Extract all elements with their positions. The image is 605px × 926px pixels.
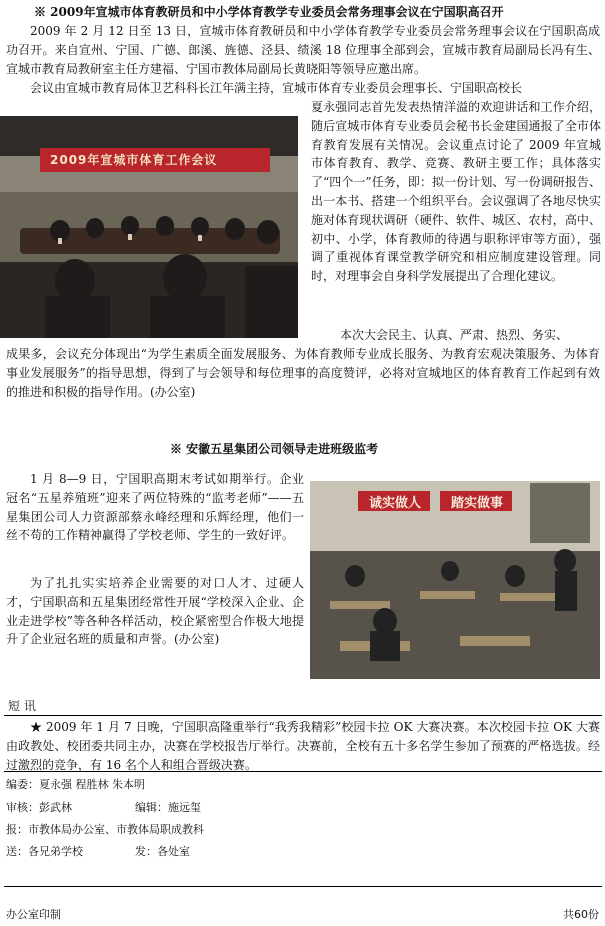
article1-paragraph-2-tail: 本次大会民主、认真、严肃、热烈、务实、 — [340, 328, 569, 342]
exam-photo — [310, 481, 600, 679]
news-bottom-rule — [4, 771, 602, 772]
meeting-photo-illustration — [0, 116, 298, 338]
editorial-report-to: 报：市教体局办公室、市教体局职成教科 — [6, 823, 204, 836]
article1-paragraph-2-body: 夏永强同志首先发表热情洋溢的欢迎讲话和工作介绍，随后宣城市体育专业委员会秘书长金建国通报了全市体育教育发展有关情况。会议重点讨论了 2009 年宣城市体育教育、教学、竞赛、教研主要工作；具体落实了“四个一”任务，即：拟一份计划、写一份调研报告、出一本书、搭建一个组织平台。会议强调了各地尽快实施对体育现状调研（硬件、软件、城区、农村，高中、初中、小学，体育教师的待遇与职称评审等方面），强调了重视体育课堂教学研究和相应制度建设管理。同时，对理事会自身科学发展提出了合理化建议。 — [311, 100, 601, 284]
footer-printer: 办公室印制 — [6, 908, 61, 921]
article2-paragraph-1: 1 月 8—9 日，宁国职高期末考试如期举行。企业冠名“五星养殖班”迎来了两位特殊的“监考老师”——五星集团公司人力资源部蔡永峰经理和乐辉经理，他们一丝不苟的工作精神赢得了学校老师、学生的一致好评。 — [6, 472, 304, 543]
article1-paragraph-3: 成果多，会议充分体现出“为学生素质全面发展服务、为体育教师专业成长服务、为教育宏观决策服务、为体育事业发展服务”的指导思想，得到了与会领导和每位理事的高度赞评，必将对宣城地区的体育教育工作起到有效的推进和积极的指导作用。(办公室) — [6, 347, 600, 399]
editorial-issue-to: 发：各处室 — [135, 845, 190, 858]
article1-paragraph-2-lead: 会议由宣城市教育局体卫艺科科长江年满主持，宣城市体育专业委员会理事长、宁国职高校长 — [30, 81, 523, 95]
editorial-reviewer: 审核：彭武林 — [6, 801, 72, 814]
footer-rule — [4, 886, 602, 887]
meeting-photo — [0, 116, 298, 338]
article2-title: ※ 安徽五星集团公司领导走进班级监考 — [170, 442, 379, 456]
footer-copies: 共60份 — [563, 908, 599, 921]
article1-title: ※ 2009年宣城市体育教研员和中小学体育教学专业委员会常务理事会议在宁国职高召开 — [34, 5, 504, 19]
exam-slogan-right: 踏实做事 — [450, 496, 503, 511]
news-top-rule — [4, 715, 602, 716]
editorial-editor: 编辑：施远玺 — [135, 801, 201, 814]
news-item: ★ 2009 年 1 月 7 日晚，宁国职高隆重举行“我秀我精彩”校园卡拉 OK 大赛决赛。本次校园卡拉 OK 大赛由政教处、校团委共同主办，决赛在学校报告厅举行。决赛前，全校有五十多名学生参加了预赛的严格选拔。经过激烈的竞争，有 16 名个人和组合晋级决赛。 — [6, 720, 600, 772]
article1-paragraph-1: 2009 年 2 月 12 日至 13 日，宣城市体育教研员和中小学体育教学专业委员会常务理事会议在宁国职高成功召开。来自宣州、宁国、广德、郎溪、旌德、泾县、绩溪 18 位理事全部到会，宣城市教育局副局长冯有生、宣城市教育局教研室主任方建福、宁国市教体局副局长黄晓阳等领导应邀出席。 — [6, 24, 600, 76]
exam-slogan-left: 诚实做人 — [368, 496, 421, 511]
article2-paragraph-2: 为了扎扎实实培养企业需要的对口人才、过硬人才，宁国职高和五星集团经常性开展“学校深入企业、企业走进学校”等各种各样活动，校企紧密型合作极大地提升了企业冠名班的质量和声誉。(办公室) — [6, 576, 304, 647]
editorial-send-to: 送：各兄弟学校 — [6, 845, 83, 858]
meeting-banner-text: 2009年宣城市体育工作会议 — [50, 153, 218, 167]
news-heading: 短 讯 — [8, 699, 36, 713]
editorial-editors: 编委：夏永强 程胜林 朱本明 — [6, 778, 145, 791]
